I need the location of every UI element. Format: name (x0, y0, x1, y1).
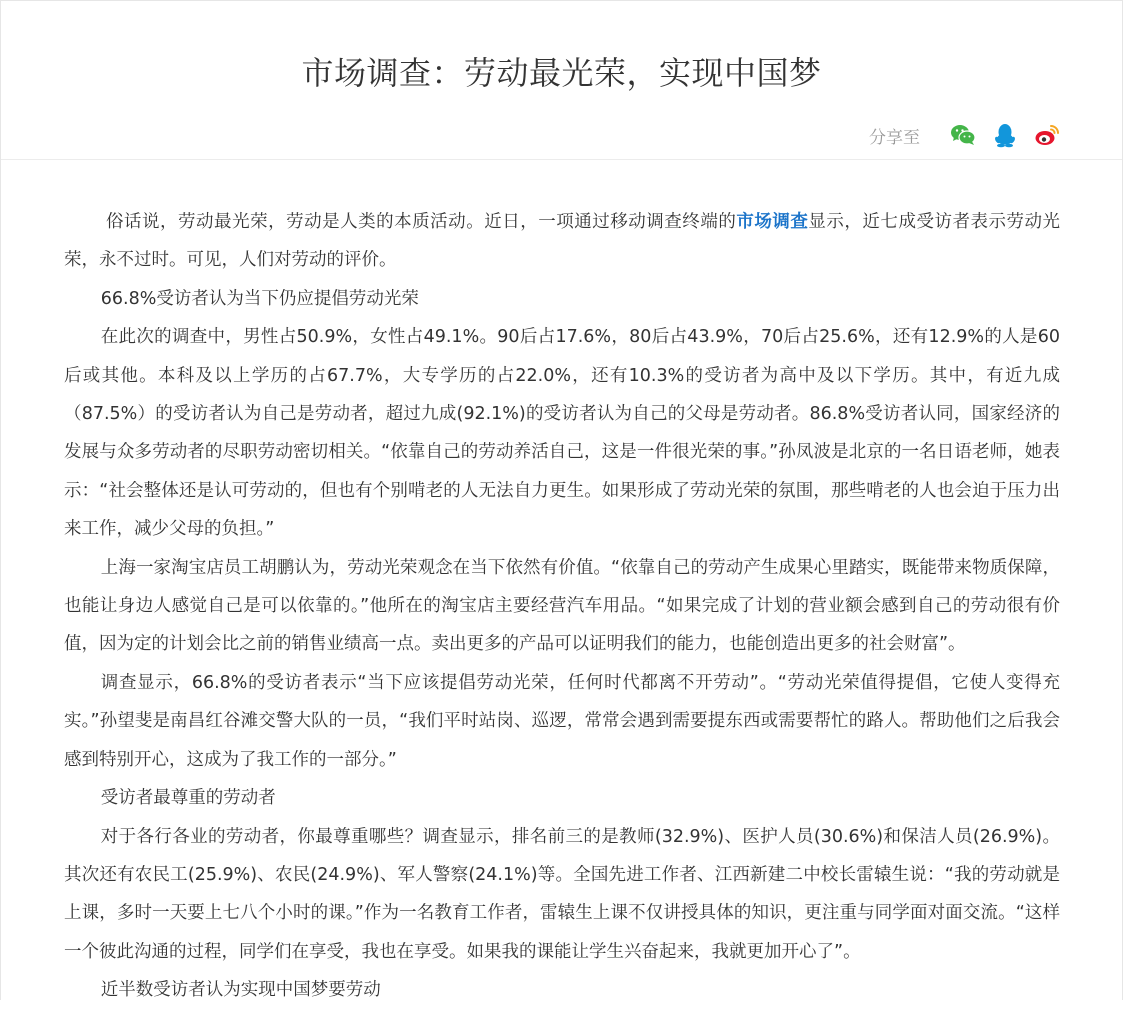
article-body (64, 203, 1060, 1010)
body-paragraph: 上海一家淘宝店员工胡鹏认为，劳动光荣观念在当下依然有价值。“依靠自己的劳动产生成果心里踏实，既能带来物质保障，也能让身边人感觉自己是可以依靠的。”他所在的淘宝店主要经营汽车用品。“如果完成了计划的营业额会感到自己的劳动很有价值，因为定的计划会比之前的销售业绩高一点。卖出更多的产品可以证明我们的能力，也能创造出更多的社会财富”。 (64, 557, 1060, 655)
body-paragraph: 调查显示，66.8%的受访者表示“当下应该提倡劳动光荣，任何时代都离不开劳动”。“劳动光荣值得提倡，它使人变得充实。”孙望斐是南昌红谷滩交警大队的一员，“我们平时站岗、巡逻，常常会遇到需要提东西或需要帮忙的路人。帮助他们之后我会感到特别开心，这成为了我工作的一部分。” (64, 672, 1060, 770)
intro-text-after: 显示，近七成受访者表示劳动光荣，永不过时。可见，人们对劳动的评价。 (64, 212, 1061, 271)
body-paragraph: 在此次的调查中，男性占50.9%，女性占49.1%。90后占17.6%，80后占43.9%，70后占25.6%，还有12.9%的人是60后或其他。本科及以上学历的占67.7%，大专学历的占22.0%，还有10.3%的受访者为高中及以下学历。其中，有近九成（87.5%）的受访者认为自己是劳动者，超过九成(92.1%)的受访者认为自己的父母是劳动者。86.8%受访者认同，国家经济的发展与众多劳动者的尽职劳动密切相关。“依靠自己的劳动养活自己，这是一件很光荣的事。”孙凤波是北京的一名日语老师，她表示：“社会整体还是认可劳动的，但也有个别啃老的人无法自力更生。如果形成了劳动光荣的氛围，那些啃老的人也会迫于压力出来工作，减少父母的负担。” (64, 327, 1060, 540)
intro-text-before: 俗话说，劳动最光荣，劳动是人类的本质活动。近日，一项通过移动调查终端的 (106, 212, 737, 232)
market-research-link[interactable]: 市场调查 (736, 212, 809, 232)
body-paragraph: 对于各行各业的劳动者，你最尊重哪些？调查显示，排名前三的是教师(32.9%)、医护人员(30.6%)和保洁人员(26.9%)。其次还有农民工(25.9%)、农民(24.9%)、军人警察(24.1%)等。全国先进工作者、江西新建二中校长雷辕生说：“我的劳动就是上课，多时一天要上七八个小时的课。”作为一名教育工作者，雷辕生上课不仅讲授具体的知识，更注重与同学面对面交流。“这样一个彼此沟通的过程，同学们在享受，我也在享受。如果我的课能让学生兴奋起来，我就更加开心了”。 (64, 826, 1060, 962)
section-heading: 受访者最尊重的劳动者 (100, 788, 276, 809)
weibo-icon[interactable] (1034, 122, 1060, 148)
page-title: 市场调查：劳动最光荣，实现中国梦 (301, 54, 822, 92)
section-heading: 近半数受访者认为实现中国梦要劳动 (100, 980, 381, 1001)
share-label: 分享至 (869, 127, 920, 148)
article-header (1, 1, 1122, 160)
qq-icon[interactable] (992, 122, 1018, 148)
intro-paragraph (64, 203, 1060, 280)
wechat-icon[interactable] (950, 122, 976, 148)
share-bar (869, 121, 1060, 149)
section-heading: 66.8%受访者认为当下仍应提倡劳动光荣 (100, 288, 419, 309)
